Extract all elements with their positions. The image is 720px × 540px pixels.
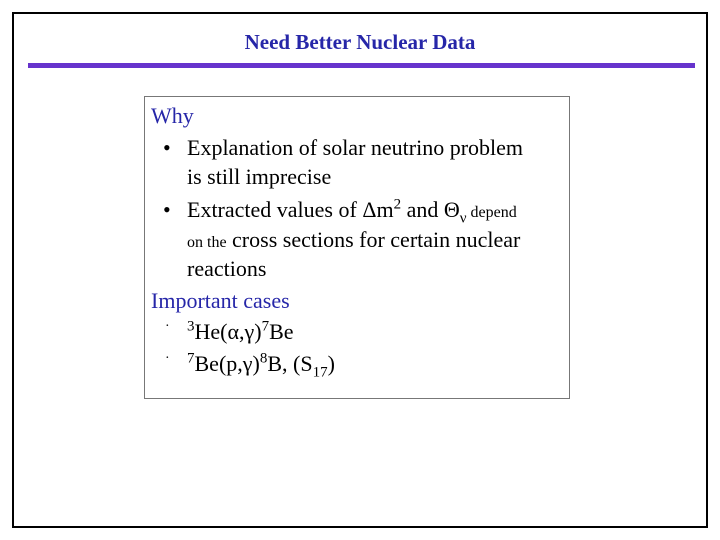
theta: Θ — [443, 197, 460, 222]
bullet-2-line-1 — [187, 196, 517, 227]
case-2-close: ) — [327, 351, 335, 376]
bullet-2-line-3: reactions — [187, 256, 267, 281]
bullet-1-line-1: Explanation of solar neutrino problem — [187, 135, 524, 160]
case-2-subscript: 17 — [312, 364, 328, 381]
why-heading: Why — [151, 103, 194, 128]
theta-subscript: ν — [459, 210, 467, 227]
case-2-mid: Be(p,γ) — [194, 351, 260, 376]
case-1-mid: He(α,γ) — [194, 319, 262, 344]
bullet-2-on-the: on the — [187, 234, 227, 251]
case-2-sup-b: 8 — [259, 350, 268, 367]
case-2-sup-a: 7 — [187, 350, 195, 367]
bullet-2-line-2 — [187, 227, 520, 253]
bullet-2-and: and — [401, 197, 444, 222]
case-2-glyph: · — [165, 351, 170, 366]
case-1-sup-a: 3 — [187, 318, 195, 335]
bullet-1-glyph: • — [163, 135, 171, 160]
slide-title — [0, 30, 720, 55]
case-2 — [187, 350, 335, 381]
bullet-2-glyph: • — [163, 197, 171, 222]
slide-title-text: Need Better Nuclear Data — [244, 30, 476, 54]
case-1-end: Be — [269, 319, 294, 344]
bullet-2-depend: depend — [466, 204, 517, 221]
title-underline — [28, 63, 695, 68]
delta-m: Δm — [362, 197, 394, 222]
delta-m-exponent: 2 — [393, 196, 402, 213]
bullet-2-prefix: Extracted values of — [187, 197, 363, 222]
case-2-end: B, (S — [267, 351, 313, 376]
case-1-sup-b: 7 — [261, 318, 270, 335]
bullet-1-line-2: is still imprecise — [187, 164, 332, 189]
important-cases-heading: Important cases — [151, 288, 290, 313]
case-1-glyph: · — [165, 319, 170, 334]
content-box — [144, 96, 570, 399]
bullet-2-cross-sections: cross sections for certain nuclear — [226, 227, 521, 252]
case-1 — [187, 319, 294, 345]
